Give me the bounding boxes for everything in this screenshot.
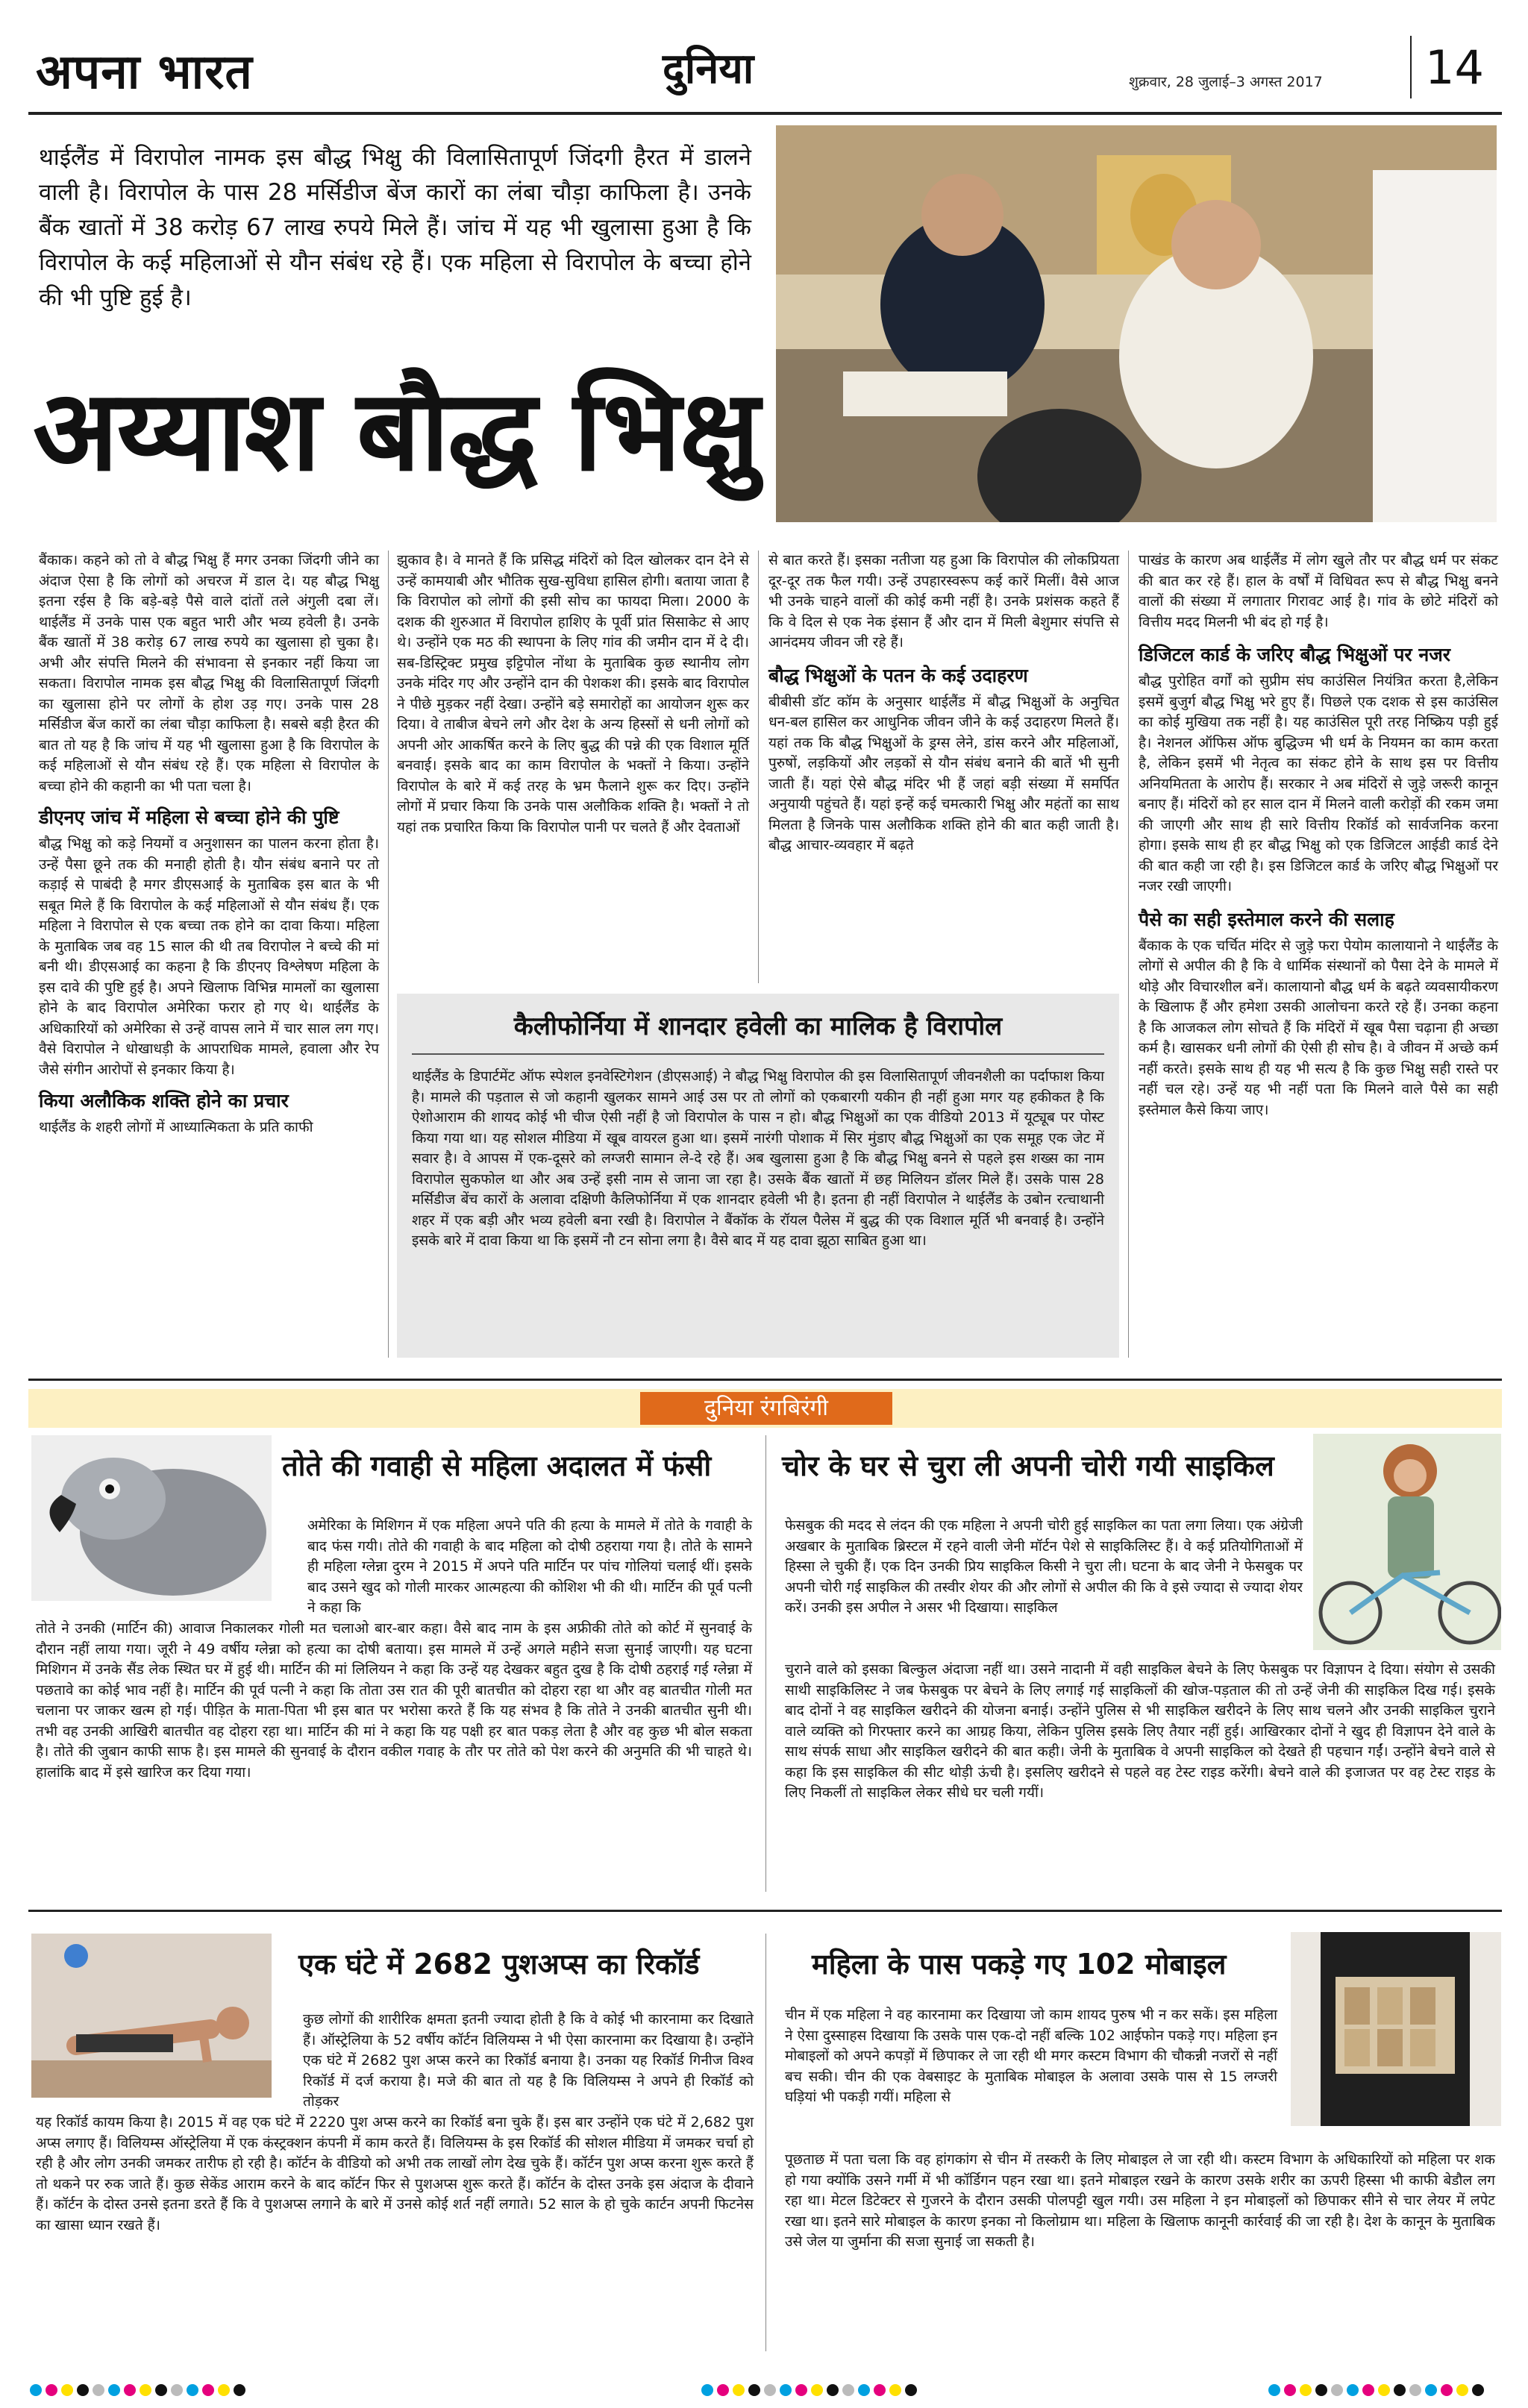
registration-dot	[1362, 2384, 1374, 2396]
registration-dot	[46, 2384, 57, 2396]
registration-dot	[717, 2384, 729, 2396]
issue-date: शुक्रवार, 28 जुलाई–3 अगस्त 2017	[1129, 74, 1323, 90]
registration-dot	[124, 2384, 136, 2396]
lead-col1-para3: थाईलैंड के शहरी लोगों में आध्यात्मिकता के प्रति काफी	[39, 1119, 313, 1135]
registration-dot	[1394, 2384, 1406, 2396]
pushups-photo	[31, 1934, 272, 2098]
lead-col3-para2: बीबीसी डॉट कॉम के अनुसार थाईलैंड में बौद्ध भिक्षुओं के अनुचित धन-बल हासिल कर आधुनिक जीवन जीने के कई उदाहरण मिलते हैं। यहां तक कि बौद्ध भिक्षुओं के ड्रग्स लेने, डांस करने और महिलाओं, पुरुषों, लड़कियों और लड़कों से यौन संबंध बनाने की बातें भी सुनी जाती हैं। यहां ऐसे बौद्ध मंदिर भी हैं जहां बड़ी संख्या में समर्पित अनुयायी पहुंचते हैं। यहां इन्हें कई चमत्कारी भिक्षु और महंतों का साथ मिलता है जिनके पास अलौकिक शक्ति होने की बात कही जाती है। बौद्ध आचार-व्यवहार में बढ़ते	[768, 693, 1119, 853]
california-box	[397, 994, 1119, 1358]
registration-dot	[218, 2384, 230, 2396]
cycle-title: चोर के घर से चुरा ली अपनी चोरी गयी साइकिल	[782, 1449, 1274, 1482]
lead-col1-subhead1: डीएनए जांच में महिला से बच्चा होने की पुष्टि	[39, 806, 339, 828]
monk-photo	[776, 125, 1497, 522]
registration-dot	[140, 2384, 151, 2396]
registration-dots-right	[1268, 2384, 1488, 2399]
registration-dot	[795, 2384, 807, 2396]
registration-dot	[889, 2384, 901, 2396]
mobile-body-narrow: चीन में एक महिला ने वह कारनामा कर दिखाया जो काम शायद पुरुष भी न कर सकें। इस महिला ने ऐसा दुस्साहस दिखाया कि उसके पास एक-दो नहीं बल्कि 102 आईफोन पकड़े गए। महिला इन मोबाइलों को अपने कपड़ों में छिपाकर ले जा रही थी मगर कस्टम विभाग की चौकन्नी नजरों से नहीं बच सकी। चीन की एक वेबसाइट के मुताबिक मोबाइल के अलावा उसके पास से 15 लग्जरी घड़ियां भी पकड़ी गयीं। महिला से	[785, 2007, 1277, 2105]
california-box-body: थाईलैंड के डिपार्टमेंट ऑफ स्पेशल इनवेस्टिगेशन (डीएसआई) ने बौद्ध भिक्षु विरापोल की इस विलासितापूर्ण जीवनशैली का पर्दाफाश किया है। मामले की पड़ताल से जो कहानी खुलकर सामने आई उस पर तो लोगों को एकबारगी यकीन ही नहीं हुआ मगर यह हकीकत है कि ऐशोआराम की शायद कोई भी चीज ऐसी नहीं है जो विरापोल के पास न हो। बौद्ध भिक्षुओं का एक वीडियो 2013 में यूट्यूब पर पोस्ट किया गया था। यह सोशल मीडिया में खूब वायरल हुआ था। इसमें नारंगी पोशाक में सिर मुंडाए बौद्ध भिक्षुओं का एक समूह एक जेट में सवार है। वे आपस में एक-दूसरे को लग्जरी सामान ले-दे रहे हैं। अब खुलासा हुआ है कि बौद्ध भिक्षु बनने से पहले इस शख्स का नाम विरापोल सुकफोल था और अब उन्हें इसी नाम से जाना जा रहा है। उसके बैंक खातों में छह मिलियन डॉलर मिले हैं। उसके पास 28 मर्सिडीज बेंच कारों के अलावा दक्षिणी कैलिफोर्निया में एक शानदार हवेली भी है। इतना ही नहीं विरापोल ने थाईलैंड के उबोन रत्चाथानी शहर में एक बड़ी और भव्य हवेली बना रखी है। विरापोल ने बैंकॉक के रॉयल पैलेस में बुद्ध की एक विशाल मूर्ति भी बनवाई है। उन्होंने इसके बारे में दावा किया था कि इसमें नौ टन सोना लगा है। वैसे बाद में यह दावा झूठा साबित हुआ था।	[412, 1068, 1104, 1249]
lead-col4-para2: बौद्ध पुरोहित वर्गों को सुप्रीम संघ काउंसिल नियंत्रित करता है,लेकिन इसमें बुजुर्ग बौद्ध भिक्षु भरे हुए हैं। पिछले एक दशक से इस काउंसिल का कोई मुखिया तक नहीं है। यह काउंसिल पूरी तरह निष्क्रिय पड़ी हुई है। नेशनल ऑफिस ऑफ बुद्धिज्म भी धर्म के नियमन का काम करता है, लेकिन इसमें भी नेतृत्व का संकट होने के साथ इस पर वित्तीय अनियमितता के आरोप हैं। सरकार ने अब मंदिरों से जुड़े जरूरी कानून बनाए हैं। मंदिरों को हर साल दान में मिलने वाली करोड़ों की रकम जमा की जाएगी और साथ ही सारे वित्तीय रिकॉर्ड को सार्वजनिक करना होगा। इसके साथ ही हर बौद्ध भिक्षु को एक डिजिटल आईडी कार्ड देने की बात कही जा रही है। इस डिजिटल कार्ड के जरिए बौद्ध भिक्षुओं पर नजर रखी जाएगी।	[1139, 673, 1498, 894]
page-number: 14	[1425, 40, 1484, 95]
lead-col4-subhead2: पैसे का सही इस्तेमाल करने की सलाह	[1139, 908, 1394, 930]
registration-dot	[1378, 2384, 1390, 2396]
registration-dot	[858, 2384, 870, 2396]
cycle-body-wide: चुराने वाले को इसका बिल्कुल अंदाजा नहीं था। उसने नादानी में वही साइकिल बेचने के लिए फेसबुक पर विज्ञापन दे दिया। संयोग से उसकी साथी साइकिलिस्ट ने जब फेसबुक पर बेचने के लिए लगाई गई साइकिलों की खोज-पड़ताल की तो उन्हें जेनी की साइकिल दिख गई। इसके बाद दोनों ने वह साइकिल खरीदने की योजना बनाई। उन्होंने पुलिस से भी साइकिल खरीदने के लिए साथ चलने और उनकी साइकिल चुराने वाले व्यक्ति को गिरफ्तार करने का आग्रह किया, लेकिन पुलिस इसके लिए तैयार नहीं हुई। आखिरकार दोनों ने खुद ही विज्ञापन देने वाले के साथ संपर्क साधा और साइकिल खरीदने की बात कही। जेनी के मुताबिक वे अपनी साइकिल को देखते ही पहचान गईं। उन्होंने बेचने वाले से कहा कि इस साइकिल की सीट थोड़ी ऊंची है। इसलिए खरीदने से पहले वह टेस्ट राइड करेंगी। बेचने वाले की इजाजत पर वह टेस्ट राइड के लिए निकलीं तो साइकिल लेकर सीधे घर चली गयीं।	[785, 1661, 1495, 1801]
registration-dot	[1315, 2384, 1327, 2396]
parrot-title: तोते की गवाही से महिला अदालत में फंसी	[282, 1449, 712, 1482]
brand-logo: अपना भारत	[36, 44, 253, 100]
registration-dots-left	[30, 2384, 249, 2399]
column-divider	[388, 551, 389, 1358]
registration-dot	[155, 2384, 167, 2396]
registration-dot	[108, 2384, 120, 2396]
cycle-body-narrow: फेसबुक की मदद से लंदन की एक महिला ने अपनी चोरी हुई साइकिल का पता लगा लिया। एक अंग्रेजी अखबार के मुताबिक ब्रिस्टल में रहने वाली जेनी मॉर्टन पेशे से साइकिलिस्ट हैं। वे कई प्रतियोगिताओं में हिस्सा ले चुकी हैं। एक दिन उनकी प्रिय साइकिल किसी ने चुरा ली। घटना के बाद जेनी ने फेसबुक पर अपनी चोरी गई साइकिल की तस्वीर शेयर की और लोगों से अपील की कि वे इसे ज्यादा से ज्यादा शेयर करें। उनकी इस अपील ने असर भी दिखाया। साइकिल	[785, 1517, 1303, 1616]
parrot-photo	[31, 1435, 272, 1601]
registration-dot	[202, 2384, 214, 2396]
lead-col1-subhead2: किया अलौकिक शक्ति होने का प्रचार	[39, 1090, 289, 1111]
registration-dot	[764, 2384, 776, 2396]
cyclist-photo	[1313, 1434, 1501, 1650]
lead-headline: अय्याश बौद्ध भिक्षु	[33, 366, 759, 496]
registration-dot	[905, 2384, 917, 2396]
registration-dot	[1284, 2384, 1296, 2396]
registration-dot	[1409, 2384, 1421, 2396]
registration-dot	[30, 2384, 42, 2396]
lead-col3-para1: से बात करते हैं। इसका नतीजा यह हुआ कि विरापोल की लोकप्रियता दूर-दूर तक फैल गयी। उन्हें उपहारस्वरूप कई कारें मिलीं। वैसे आज भी उनके चाहने वालों की कोई कमी नहीं है। उनके प्रशंसक कहते हैं कि वे दिल से एक नेक इंसान हैं और दान में मिली बेशुमार संपत्ति से आनंदमय जीवन जी रहे हैं।	[768, 552, 1119, 650]
registration-dot	[874, 2384, 886, 2396]
column-divider	[1128, 551, 1129, 1358]
registration-dot	[61, 2384, 73, 2396]
registration-dot	[827, 2384, 839, 2396]
pushups-title: एक घंटे में 2682 पुशअप्स का रिकॉर्ड	[298, 1948, 700, 1981]
lead-col4-subhead1: डिजिटल कार्ड के जरिए बौद्ध भिक्षुओं पर नजर	[1139, 644, 1451, 665]
cyclist-illustration	[1313, 1434, 1501, 1650]
registration-dot	[1472, 2384, 1484, 2396]
registration-dot	[171, 2384, 183, 2396]
california-box-title: कैलीफोर्निया में शानदार हवेली का मालिक है विरापोल	[513, 1012, 1003, 1041]
section-name: दुनिया	[663, 44, 754, 93]
registration-dot	[1300, 2384, 1312, 2396]
registration-dots-middle	[701, 2384, 921, 2399]
masthead	[28, 31, 1502, 110]
registration-dot	[187, 2384, 198, 2396]
page-number-divider	[1410, 36, 1412, 98]
registration-dot	[748, 2384, 760, 2396]
parrot-body-narrow: अमेरिका के मिशिगन में एक महिला अपने पति की हत्या के मामले में तोते के गवाही के बाद फंस गयी। तोते की गवाही के बाद महिला को दोषी ठहराया गया है। तोते के सामने ही महिला ग्लेन्ना दुरम ने 2015 में अपने पति मार्टिन पर पांच गोलियां चलाई थीं। इसके बाद उसने खुद को गोली मारकर आत्महत्या की कोशिश भी की थी। मार्टिन की पूर्व पत्नी ने कहा कि	[307, 1517, 752, 1616]
column-divider	[758, 551, 759, 983]
mobiles-photo	[1291, 1932, 1501, 2126]
parrot-illustration	[31, 1435, 272, 1601]
registration-dot	[842, 2384, 854, 2396]
lead-col4-para3: बैंकाक के एक चर्चित मंदिर से जुड़े फरा पेयोम कालायानो ने थाईलैंड के लोगों से अपील की है कि वे धार्मिक संस्थानों को पैसा देने के मामले में थोड़े और विचारशील बनें। कालायानो बौद्ध धर्म के बढ़ते व्यवसायीकरण के खिलाफ हैं और हमेशा उसकी आलोचना करते रहे हैं। उनका कहना है कि आजकल लोग सोचते हैं कि मंदिरों में खूब पैसा चढ़ाना ही अच्छा कर्म है। खासकर धनी लोगों की ऐसी ही सोच है। वे जीवन में अच्छे कर्म नहीं करते। इसके साथ ही यह भी सत्य है कि कुछ भिक्षु सही रास्ते पर नहीं चल रहे। उन्हें यह भी नहीं पता कि मिलने वाले पैसे का सही इस्तेमाल कैसे किया जाए।	[1139, 937, 1498, 1118]
header-rule	[28, 112, 1502, 115]
lead-col4-para1: पाखंड के कारण अब थाईलैंड में लोग खुले तौर पर बौद्ध धर्म पर संकट की बात कर रहे हैं। हाल के वर्षों में विधिवत रूप से बौद्ध भिक्षु बनने वालों की संख्या में लगातार गिरावट आई है। गांव के छोटे मंदिरों को वित्तीय मदद मिलनी भी बंद हो गई है।	[1139, 552, 1498, 630]
registration-dot	[77, 2384, 89, 2396]
california-box-rule	[412, 1053, 1104, 1055]
monk-photo-illustration	[776, 125, 1497, 522]
registration-dot	[1441, 2384, 1453, 2396]
registration-dot	[780, 2384, 792, 2396]
registration-dot	[93, 2384, 104, 2396]
registration-dot	[733, 2384, 745, 2396]
lead-col3-subhead1: बौद्ध भिक्षुओं के पतन के कई उदाहरण	[768, 664, 1028, 686]
lead-col2-para1: झुकाव है। वे मानते हैं कि प्रसिद्ध मंदिरों को दिल खोलकर दान देने से उन्हें कामयाबी और भौतिक सुख-सुविधा हासिल होगी। बताया जाता है कि विरापोल को लोगों की इसी सोच का फायदा मिला। 2000 के दशक की शुरुआत में विरापोल हाशिए के पूर्वी प्रांत सिसाकेट से आए थे। उन्होंने एक मठ की स्थापना के लिए गांव की जमीन दान में दे दी। सब-डिस्ट्रिक्ट प्रमुख इट्टिपोल नोंथा के मुताबिक कुछ स्थानीय लोग उनके मंदिर गए और उन्होंने दान की पेशकश की। इसके बाद विरापोल ने पीछे मुड़कर नहीं देखा। उन्होंने बड़े समारोहों का आयोजन शुरू कर दिया। वे ताबीज बेचने लगे और देश के अन्य हिस्सों से धनी लोगों को अपनी ओर आकर्षित करने के लिए बुद्ध की पन्ने की एक विशाल मूर्ति बनवाई। इसके बाद का काम विरापोल के भक्तों ने किया। उन्होंने विरापोल के बारे में कई तरह के भ्रम फैलाने शुरू कर दिए। उन्होंने लोगों में प्रचार किया कि उनके पास अलौकिक शक्ति है। भक्तों ने तो यहां तक प्रचारित किया कि विरापोल पानी पर चलते हैं और देवताओं	[397, 552, 749, 835]
lead-column-3	[768, 551, 1119, 856]
column-divider	[765, 1934, 766, 2351]
registration-dot	[1331, 2384, 1343, 2396]
pushups-body-narrow: कुछ लोगों की शारीरिक क्षमता इतनी ज्यादा होती है कि वे कोई भी कारनामा कर दिखाते हैं। ऑस्ट्रेलिया के 52 वर्षीय कॉर्टन विलियम्स ने भी ऐसा कारनामा कर दिखाया है। उन्होंने एक घंटे में 2682 पुश अप्स करने का रिकॉर्ड बनाया है। उनका यह रिकॉर्ड गिनीज विश्व रिकॉर्ड में दर्ज कराया है। मजे की बात तो यह है कि विलियम्स ने अपने ही रिकॉर्ड को तोड़कर	[303, 2011, 754, 2110]
section-rule	[28, 1379, 1502, 1381]
lead-col1-para2: बौद्ध भिक्षु को कड़े नियमों व अनुशासन का पालन करना होता है। उन्हें पैसा छूने तक की मनाही होती है। यौन संबंध बनाने पर तो कड़ाई से पाबंदी है मगर डीएसआई के मुताबिक इस बात के भी सबूत मिले हैं कि विरापोल के कई महिलाओं से यौन संबंध हैं। एक महिला ने विरापोल से एक बच्चा तक होने का दावा किया। महिला के मुताबिक जब वह 15 साल की थी तब विरापोल ने बच्चे की मां बनी थी। डीएसआई का कहना है कि डीएनए विश्लेषण महिला के इस दावे की पुष्टि हुई है। अपने खिलाफ विभिन्न मामलों का खुलासा होने के बाद विरापोल अमेरिका फरार हो गए थे। थाईलैंड के अधिकारियों को अमेरिका से उन्हें वापस लाने में चार साल लग गए। वैसे विरापोल ने धोखाधड़ी के आपराधिक मामले, हवाला और रेप जैसे संगीन आरोपों से इनकार किया है।	[39, 835, 379, 1078]
mobile-body-wide: पूछताछ में पता चला कि वह हांगकांग से चीन में तस्करी के लिए मोबाइल ले जा रही थी। कस्टम विभाग के अधिकारियों को महिला पर शक हो गया क्योंकि उसने गर्मी में भी कॉर्डिगन पहन रखा था। इतने मोबाइल रखने के कारण उसके शरीर का ऊपरी हिस्सा भी काफी बेडौल लग रहा था। मेटल डिटेक्टर से गुजरने के दौरान उसकी पोलपट्टी खुल गयी। उस महिला ने इन मोबाइलों को छिपाकर सीने से चार लेयर में लपेट रखा था। इतने सारे मोबाइल के कारण इनका नो किलोग्राम था। महिला के खिलाफ कानूनी कार्रवाई की जा रही है। देश के कानून के मुताबिक उसे जेल या जुर्माना की सजा सुनाई जा सकती है।	[785, 2151, 1495, 2250]
column-divider	[765, 1435, 766, 1892]
registration-dot	[234, 2384, 245, 2396]
registration-marks	[30, 2384, 1500, 2399]
pushups-body-wide: यह रिकॉर्ड कायम किया है। 2015 में वह एक घंटे में 2220 पुश अप्स करने का रिकॉर्ड बना चुके हैं। इस बार उन्होंने एक घंटे में 2,682 पुश अप्स लगाए हैं। विलियम्स ऑस्ट्रेलिया में एक कंस्ट्रक्शन कंपनी में काम करते हैं। विलियम्स के इस रिकॉर्ड की सोशल मीडिया में जमकर चर्चा हो रही है और लोग उनकी जमकर तारीफ हो रही है। कॉर्टन के वीडियो को अभी तक लाखों लोग देख चुके हैं। कॉर्टन पुश अप्स करना शुरू करते हैं तो थकने पर रुक जाते हैं। कुछ सेकेंड आराम करने के बाद कॉर्टन फिर से पुशअप्स शुरू करते हैं। कॉर्टन के दोस्त उनके इस अंदाज के दीवाने हैं। कॉर्टन के दोस्त उनसे इतना डरते हैं कि वे पुशअप्स लगाने के बारे में उनसे कोई शर्त नहीं लगाते। 52 साल के हो चुके कार्टन अपनी फिटनेस का खासा ध्यान रखते हैं।	[36, 2114, 754, 2233]
registration-dot	[1456, 2384, 1468, 2396]
mobiles-illustration	[1291, 1932, 1501, 2126]
registration-dot	[1425, 2384, 1437, 2396]
lead-column-4	[1139, 551, 1498, 1120]
lead-column-1	[39, 551, 379, 1138]
pushups-illustration	[31, 1934, 272, 2098]
lead-column-2	[397, 551, 749, 838]
mobile-title: महिला के पास पकड़े गए 102 मोबाइल	[812, 1948, 1227, 1981]
registration-dot	[1347, 2384, 1359, 2396]
section-rule	[28, 1910, 1502, 1912]
registration-dot	[1268, 2384, 1280, 2396]
lead-col1-para1: बैंकाक। कहने को तो वे बौद्ध भिक्षु हैं मगर उनका जिंदगी जीने का अंदाज ऐसा है कि लोगों को अचरज में डाल दे। यह बौद्ध भिक्षु इतना रईस है कि बड़े-बड़े पैसे वाले दांतों तले अंगुली दबा लें। थाईलैंड में उनके पास एक बहुत भारी और भव्य हवेली है। उनके बैंक खातों में 38 करोड़ 67 लाख रुपये का खुलासा हो चुका है। अभी और संपत्ति मिलने की संभावना से इनकार नहीं किया जा सकता। विरापोल नामक इस बौद्ध भिक्षु की विलासितापूर्ण जिंदगी का खुलासा होने पर लोगों के होश उड़ गए। उनके पास 28 मर्सिडीज बेंज कारों का लंबा चौड़ा काफिला है। सबसे बड़ी हैरत की बात तो यह है कि जांच में यह भी खुलासा हुआ है कि विरापोल के कई महिलाओं से यौन संबंध रहे हैं। एक महिला से विरापोल के बच्चा होने की कहानी का भी पता चला है।	[39, 552, 379, 794]
rangbirangi-label: दुनिया रंगबिरंगी	[640, 1392, 892, 1425]
registration-dot	[811, 2384, 823, 2396]
registration-dot	[701, 2384, 713, 2396]
lead-intro: थाईलैंड में विरापोल नामक इस बौद्ध भिक्षु की विलासितापूर्ण जिंदगी हैरत में डालने वाली है। विरापोल के पास 28 मर्सिडीज बेंज कारों का लंबा चौड़ा काफिला है। उनके बैंक खातों में 38 करोड़ 67 लाख रुपये मिले हैं। जांच में यह भी खुलासा हुआ है कि विरापोल के कई महिलाओं से यौन संबंध रहे हैं। एक महिला से विरापोल के बच्चा होने की भी पुष्टि हुई है।	[39, 144, 751, 311]
parrot-body-wide: तोते ने उनकी (मार्टिन की) आवाज निकालकर गोली मत चलाओ बार-बार कहा। वैसे बाद नाम के इस अफ्रीकी तोते को कोर्ट में सुनवाई के दौरान नहीं लाया गया। जूरी ने 49 वर्षीय ग्लेन्ना को हत्या का दोषी बताया। इस मामले में उन्हें अगले महीने सजा सुनाई जाएगी। यह घटना मिशिगन में उनके सैंड लेक स्थित घर में हुई थी। मार्टिन की मां लिलियन ने कहा कि उन्हें यह देखकर बहुत दुख है कि दोषी ठहराई गई ग्लेन्ना में पछतावे का कोई भाव नहीं है। मार्टिन की पूर्व पत्नी ने कहा कि तोता उस रात की पूरी बातचीत को दोहरा रहा था और वह बातचीत गोली मत चलाना पर जाकर खत्म हो गई। पीड़ित के माता-पिता भी इस बात पर भरोसा करते हैं कि यह संभव है कि तोते ने उनकी बातचीत सुनी थी। तभी वह उनकी आखिरी बातचीत वह दोहरा रहा था। मार्टिन की मां ने कहा कि यह पक्षी हर बात पकड़ लेता है और वह कुछ भी बोल सकता है। तोते की जुबान काफी साफ है। इस मामले की सुनवाई के दौरान वकील गवाह के तौर पर तोते को पेश करने की अनुमति की भी चाहते थे। हालांकि बाद में इसे खारिज कर दिया गया।	[36, 1620, 752, 1781]
